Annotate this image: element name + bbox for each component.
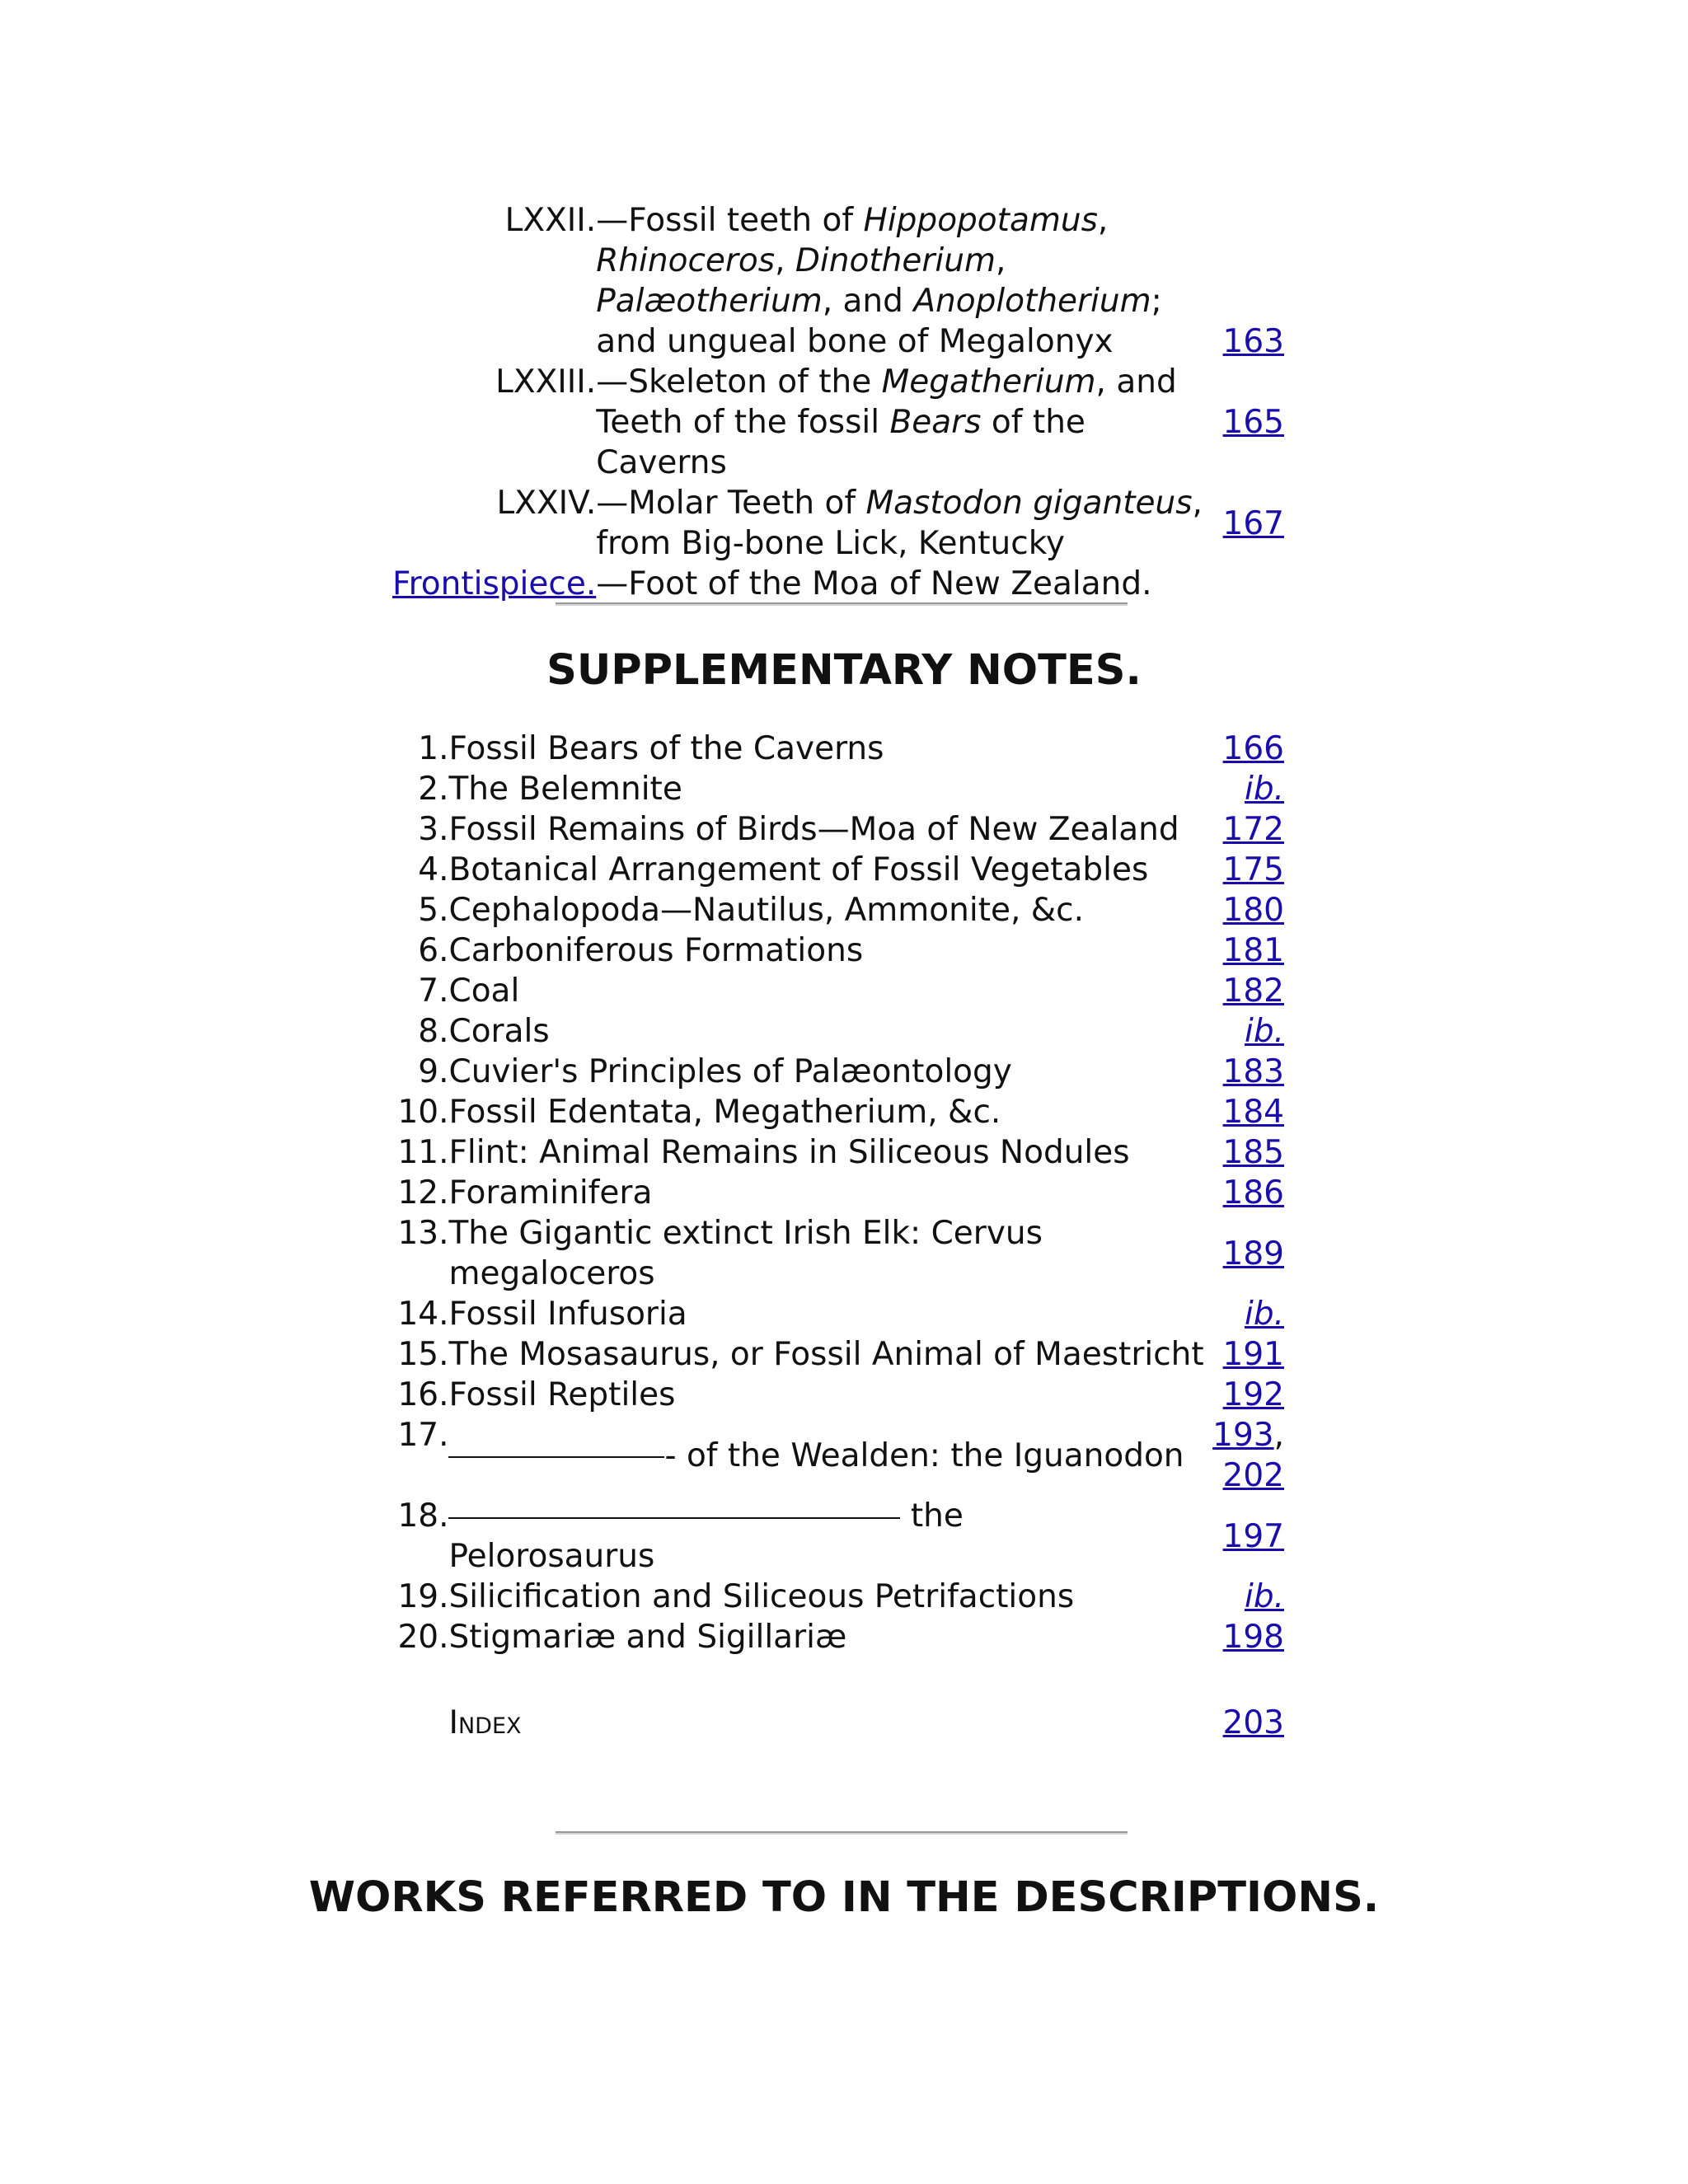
plate-description: —Molar Teeth of Mastodon giganteus, from Big-bone Lick, Kentucky bbox=[596, 485, 1203, 562]
page-link[interactable]: 166 bbox=[1222, 730, 1284, 767]
page-link[interactable]: 163 bbox=[1222, 323, 1284, 360]
divider-rule bbox=[556, 1831, 1128, 1835]
plate-number: LXXIII. bbox=[495, 363, 597, 401]
index-label: Index bbox=[448, 1704, 522, 1741]
note-title: Cuvier's Principles of Palæontology bbox=[448, 1053, 1012, 1090]
notes-table bbox=[397, 729, 1284, 1743]
note-title: - of the Wealden: the Iguanodon bbox=[448, 1415, 1212, 1496]
ditto-rule bbox=[448, 1517, 900, 1519]
plate-number: LXXII. bbox=[504, 202, 597, 239]
note-row bbox=[397, 1577, 1284, 1617]
note-row: 17. - of the Wealden: the Iguanodon 193, 202 bbox=[397, 1417, 1284, 1494]
page-link[interactable]: ib. bbox=[1245, 771, 1284, 808]
frontispiece-label bbox=[392, 564, 596, 604]
note-row bbox=[397, 1294, 1284, 1334]
note-number: 11. bbox=[397, 1134, 449, 1171]
page-link[interactable]: 184 bbox=[1222, 1094, 1284, 1131]
note-title: Foraminifera bbox=[448, 1174, 653, 1212]
note-title: Silicification and Siliceous Petrifactions bbox=[448, 1578, 1075, 1615]
note-row bbox=[397, 890, 1284, 930]
note-row bbox=[397, 1334, 1284, 1375]
page-link[interactable]: 172 bbox=[1222, 811, 1284, 848]
page-link[interactable]: 185 bbox=[1222, 1134, 1284, 1171]
note-title: the Pelorosaurus bbox=[448, 1497, 964, 1575]
plates-table bbox=[392, 200, 1284, 604]
page-link[interactable]: 197 bbox=[1222, 1517, 1284, 1555]
note-row bbox=[397, 1052, 1284, 1092]
note-title: Coal bbox=[448, 972, 520, 1010]
note-row bbox=[397, 850, 1284, 890]
note-row bbox=[397, 1617, 1284, 1657]
page-link[interactable]: 192 bbox=[1222, 1376, 1284, 1413]
note-row bbox=[397, 1092, 1284, 1132]
note-number: 15. bbox=[397, 1336, 449, 1373]
frontispiece-link[interactable]: Frontispiece. bbox=[392, 565, 597, 602]
page-link[interactable]: 203 bbox=[1222, 1704, 1284, 1741]
note-number: 18. bbox=[397, 1497, 449, 1535]
plate-row bbox=[392, 200, 1284, 362]
note-number: 13. bbox=[397, 1215, 449, 1252]
frontispiece-row bbox=[392, 564, 1284, 604]
note-title: Flint: Animal Remains in Siliceous Nodules bbox=[448, 1134, 1130, 1171]
page-link[interactable]: ib. bbox=[1245, 1013, 1284, 1050]
page-link[interactable]: 183 bbox=[1222, 1053, 1284, 1090]
note-number: 17. bbox=[397, 1417, 449, 1454]
note-title: Fossil Infusoria bbox=[448, 1296, 687, 1333]
note-number: 7. bbox=[418, 972, 449, 1010]
note-row bbox=[397, 1011, 1284, 1052]
page-link[interactable]: 189 bbox=[1222, 1235, 1284, 1272]
note-title: Fossil Bears of the Caverns bbox=[448, 730, 884, 767]
supplementary-notes-heading: SUPPLEMENTARY NOTES. bbox=[546, 646, 1142, 695]
note-row bbox=[397, 971, 1284, 1011]
note-number: 14. bbox=[397, 1296, 449, 1333]
note-title: Stigmariæ and Sigillariæ bbox=[448, 1619, 847, 1656]
note-number: 19. bbox=[397, 1578, 449, 1615]
page-link[interactable]: 181 bbox=[1222, 932, 1284, 969]
note-number: 2. bbox=[418, 771, 449, 808]
note-title: Cephalopoda—Nautilus, Ammonite, &c. bbox=[448, 892, 1085, 929]
note-number: 4. bbox=[418, 851, 449, 888]
note-title: Fossil Reptiles bbox=[448, 1376, 676, 1413]
note-row bbox=[397, 809, 1284, 850]
note-number: 9. bbox=[418, 1053, 449, 1090]
note-row bbox=[397, 729, 1284, 769]
frontispiece-description: —Foot of the Moa of New Zealand. bbox=[596, 565, 1152, 602]
page-link[interactable]: 202 bbox=[1222, 1457, 1284, 1494]
plate-page bbox=[1222, 362, 1284, 483]
note-title: Fossil Edentata, Megatherium, &c. bbox=[448, 1094, 1001, 1131]
note-row bbox=[397, 1375, 1284, 1415]
note-number: 6. bbox=[418, 932, 449, 969]
page-link[interactable]: 167 bbox=[1222, 504, 1284, 542]
note-number: 12. bbox=[397, 1174, 449, 1212]
note-title: Fossil Remains of Birds—Moa of New Zealand bbox=[448, 811, 1179, 848]
page-link[interactable]: 180 bbox=[1222, 892, 1284, 929]
note-title: The Mosasaurus, or Fossil Animal of Maestricht bbox=[448, 1336, 1204, 1373]
page-link[interactable]: ib. bbox=[1245, 1578, 1284, 1615]
note-row bbox=[397, 930, 1284, 971]
note-title: Botanical Arrangement of Fossil Vegetables bbox=[448, 851, 1149, 888]
plate-page bbox=[1222, 200, 1284, 362]
note-number: 1. bbox=[418, 730, 449, 767]
note-title: The Belemnite bbox=[448, 771, 682, 808]
note-row bbox=[397, 1173, 1284, 1213]
note-number: 8. bbox=[418, 1013, 449, 1050]
note-title: The Gigantic extinct Irish Elk: Cervus megaloceros bbox=[448, 1215, 1043, 1292]
note-number: 10. bbox=[397, 1094, 449, 1131]
page-link[interactable]: 175 bbox=[1222, 851, 1284, 888]
page-link[interactable]: 182 bbox=[1222, 972, 1284, 1010]
page-link[interactable]: 193 bbox=[1212, 1417, 1274, 1454]
note-title: Corals bbox=[448, 1013, 550, 1050]
plate-description: —Fossil teeth of Hippopotamus, Rhinoceros, Dinotherium, Palæotherium, and Anoplotherium; and ungueal bone of Megalonyx bbox=[596, 202, 1162, 360]
note-row bbox=[397, 1213, 1284, 1294]
note-row bbox=[397, 769, 1284, 809]
ditto-rule bbox=[448, 1456, 664, 1458]
works-referred-heading: WORKS REFERRED TO IN THE DESCRIPTIONS. bbox=[308, 1873, 1380, 1922]
page-link[interactable]: 165 bbox=[1222, 404, 1284, 441]
note-row bbox=[397, 1132, 1284, 1173]
page-link[interactable]: 186 bbox=[1222, 1174, 1284, 1212]
page-link[interactable]: ib. bbox=[1245, 1296, 1284, 1333]
page-link[interactable]: 198 bbox=[1222, 1619, 1284, 1656]
divider-rule bbox=[556, 602, 1128, 606]
plate-number: LXXIV. bbox=[496, 485, 597, 522]
plate-row bbox=[392, 483, 1284, 564]
plate-page bbox=[1222, 483, 1284, 564]
note-row bbox=[397, 1496, 1284, 1577]
note-number: 16. bbox=[397, 1376, 449, 1413]
note-number: 20. bbox=[397, 1619, 449, 1656]
note-title: Carboniferous Formations bbox=[448, 932, 864, 969]
plate-row bbox=[392, 362, 1284, 483]
page-link[interactable]: 191 bbox=[1222, 1336, 1284, 1373]
note-number: 3. bbox=[418, 811, 449, 848]
plate-description: —Skeleton of the Megatherium, and Teeth of the fossil Bears of the Caverns bbox=[596, 363, 1177, 481]
index-row bbox=[397, 1657, 1284, 1743]
note-number: 5. bbox=[418, 892, 449, 929]
